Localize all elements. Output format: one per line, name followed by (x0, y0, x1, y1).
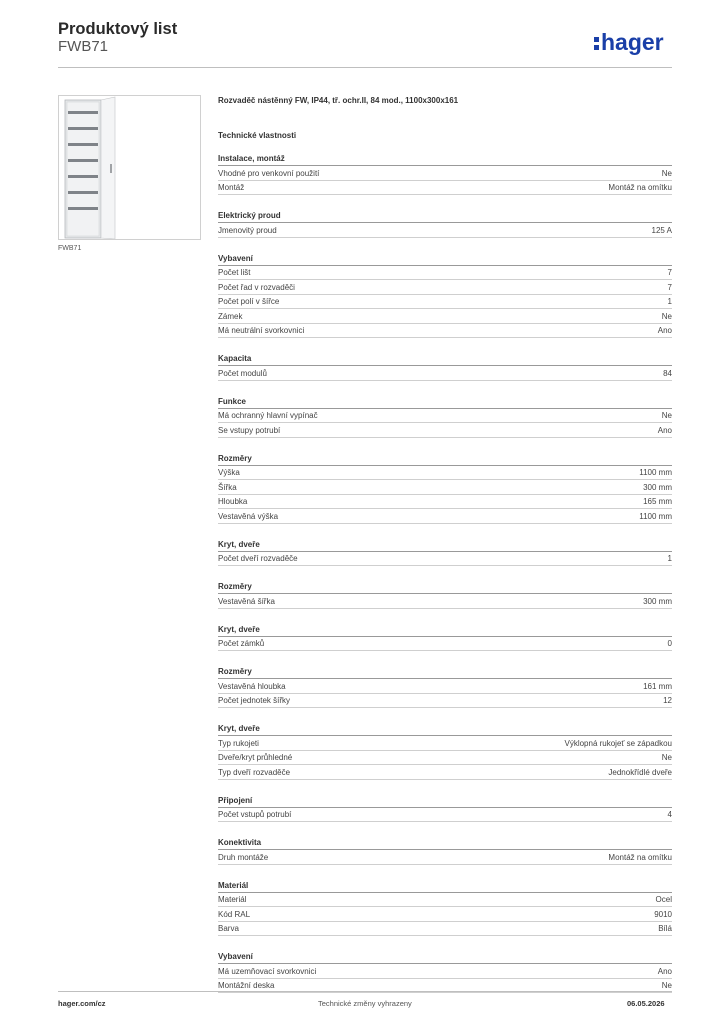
spec-value: 300 mm (643, 482, 672, 492)
spec-section (218, 835, 672, 865)
section-title: Kapacita (218, 351, 672, 366)
spec-label: Jmenovitý proud (218, 225, 277, 235)
spec-label: Druh montáže (218, 852, 269, 862)
spec-label: Kód RAL (218, 909, 251, 919)
spec-label: Má neutrální svorkovnici (218, 326, 305, 335)
spec-label: Počet polí v šířce (218, 297, 280, 306)
section-title: Funkce (218, 394, 672, 409)
section-title: Připojení (218, 793, 672, 808)
spec-value: Bílá (658, 924, 672, 933)
section-title: Materiál (218, 878, 672, 893)
spec-label: Materiál (218, 895, 247, 904)
section-title: Rozměry (218, 664, 672, 679)
product-description: Rozvaděč nástěnný FW, IP44, tř. ochr.II, 84 mod., 1100x300x161 (218, 96, 459, 105)
header-divider (58, 67, 672, 68)
spec-row (218, 679, 672, 694)
spec-row (218, 324, 672, 339)
spec-label: Se vstupy potrubí (218, 425, 281, 435)
spec-row (218, 409, 672, 424)
spec-label: Montáž (218, 183, 245, 192)
technical-properties-heading: Technické vlastnosti (218, 131, 297, 140)
spec-label: Počet řad v rozvaděči (218, 282, 295, 292)
spec-row (218, 850, 672, 865)
spec-value: 0 (667, 639, 672, 648)
spec-row (218, 637, 672, 652)
spec-section (218, 878, 672, 937)
spec-value: Ano (657, 425, 672, 435)
spec-label: Montážní deska (218, 981, 275, 990)
spec-row (218, 594, 672, 609)
spec-row (218, 808, 672, 823)
spec-section (218, 208, 672, 238)
spec-label: Typ rukojeti (218, 738, 259, 748)
spec-section (218, 664, 672, 708)
spec-value: 12 (663, 696, 672, 705)
spec-value: Ano (657, 326, 672, 335)
hager-logo (594, 26, 674, 58)
footer-divider (58, 991, 672, 992)
spec-value: Výklopná rukojeť se západkou (564, 738, 672, 748)
section-title: Kryt, dveře (218, 622, 672, 637)
section-title: Konektivita (218, 835, 672, 850)
spec-label: Vhodné pro venkovní použití (218, 168, 320, 178)
spec-section (218, 451, 672, 524)
footer-website: hager.com/cz (58, 999, 106, 1008)
spec-label: Hloubka (218, 497, 248, 506)
product-image (58, 95, 201, 240)
footer-date: 06.05.2026 (627, 999, 665, 1008)
spec-label: Dveře/kryt průhledné (218, 753, 293, 762)
spec-label: Výška (218, 468, 240, 477)
spec-label: Počet modulů (218, 368, 267, 378)
spec-value: 84 (663, 368, 672, 378)
spec-section (218, 251, 672, 339)
spec-row (218, 751, 672, 766)
spec-value: 1 (667, 297, 672, 306)
spec-row (218, 366, 672, 381)
spec-value: 7 (667, 268, 672, 277)
spec-value: Montáž na omítku (608, 852, 672, 862)
spec-value: Ne (661, 411, 672, 420)
spec-label: Vestavěná šířka (218, 596, 275, 606)
spec-row (218, 295, 672, 310)
spec-row (218, 423, 672, 438)
spec-row (218, 466, 672, 481)
spec-value: Jednokřídlé dveře (608, 767, 672, 777)
spec-label: Má ochranný hlavní vypínač (218, 411, 318, 420)
section-title: Vybavení (218, 251, 672, 266)
spec-row (218, 181, 672, 196)
spec-value: 300 mm (643, 596, 672, 606)
spec-value: 1100 mm (639, 468, 672, 477)
spec-value: 1 (667, 554, 672, 563)
spec-section (218, 949, 672, 993)
spec-row (218, 280, 672, 295)
spec-value: 165 mm (643, 497, 672, 506)
spec-value: 4 (667, 810, 672, 819)
spec-value: Ne (661, 981, 672, 990)
spec-section (218, 622, 672, 652)
spec-row (218, 964, 672, 979)
spec-section (218, 537, 672, 567)
product-code: FWB71 (58, 38, 109, 55)
image-caption: FWB71 (58, 245, 82, 252)
spec-row (218, 509, 672, 524)
spec-row (218, 765, 672, 780)
spec-label: Má uzemňovací svorkovnici (218, 966, 317, 976)
spec-row (218, 694, 672, 709)
spec-label: Počet jednotek šířky (218, 696, 291, 705)
section-title: Rozměry (218, 451, 672, 466)
section-title: Kryt, dveře (218, 721, 672, 736)
spec-value: Ne (661, 168, 672, 178)
spec-label: Typ dveří rozvaděče (218, 767, 291, 777)
spec-label: Počet vstupů potrubí (218, 810, 292, 819)
spec-label: Počet dveří rozvaděče (218, 554, 298, 563)
spec-value: 125 A (651, 225, 672, 235)
spec-label: Vestavěná hloubka (218, 681, 286, 691)
spec-value: 161 mm (643, 681, 672, 691)
page-title: Produktový list (58, 20, 178, 38)
cabinet-illustration (59, 96, 200, 239)
spec-section (218, 793, 672, 823)
spec-label: Šířka (218, 482, 237, 492)
spec-row (218, 495, 672, 510)
spec-label: Barva (218, 924, 239, 933)
spec-value: Montáž na omítku (608, 183, 672, 192)
spec-row (218, 922, 672, 937)
spec-value: 7 (667, 282, 672, 292)
spec-value: Ano (657, 966, 672, 976)
spec-section (218, 579, 672, 609)
spec-row (218, 893, 672, 908)
section-title: Rozměry (218, 579, 672, 594)
section-title: Vybavení (218, 949, 672, 964)
section-title: Elektrický proud (218, 208, 672, 223)
spec-label: Počet lišt (218, 268, 251, 277)
spec-label: Vestavěná výška (218, 511, 279, 521)
section-title: Kryt, dveře (218, 537, 672, 552)
spec-value: Ne (661, 311, 672, 321)
section-title: Instalace, montáž (218, 151, 672, 166)
spec-section (218, 351, 672, 381)
spec-value: Ne (661, 753, 672, 762)
spec-row (218, 266, 672, 281)
spec-label: Počet zámků (218, 639, 265, 648)
footer-notice: Technické změny vyhrazeny (318, 999, 412, 1008)
spec-table (218, 151, 672, 1006)
spec-value: 9010 (654, 909, 672, 919)
spec-row (218, 223, 672, 238)
spec-row (218, 736, 672, 751)
spec-row (218, 166, 672, 181)
spec-section (218, 721, 672, 780)
spec-label: Zámek (218, 311, 243, 321)
spec-section (218, 151, 672, 195)
spec-section (218, 394, 672, 438)
spec-value: Ocel (655, 895, 672, 904)
spec-row (218, 480, 672, 495)
spec-row (218, 907, 672, 922)
spec-value: 1100 mm (639, 511, 672, 521)
spec-row (218, 309, 672, 324)
spec-row (218, 552, 672, 567)
svg-text:hager: hager (601, 29, 664, 55)
